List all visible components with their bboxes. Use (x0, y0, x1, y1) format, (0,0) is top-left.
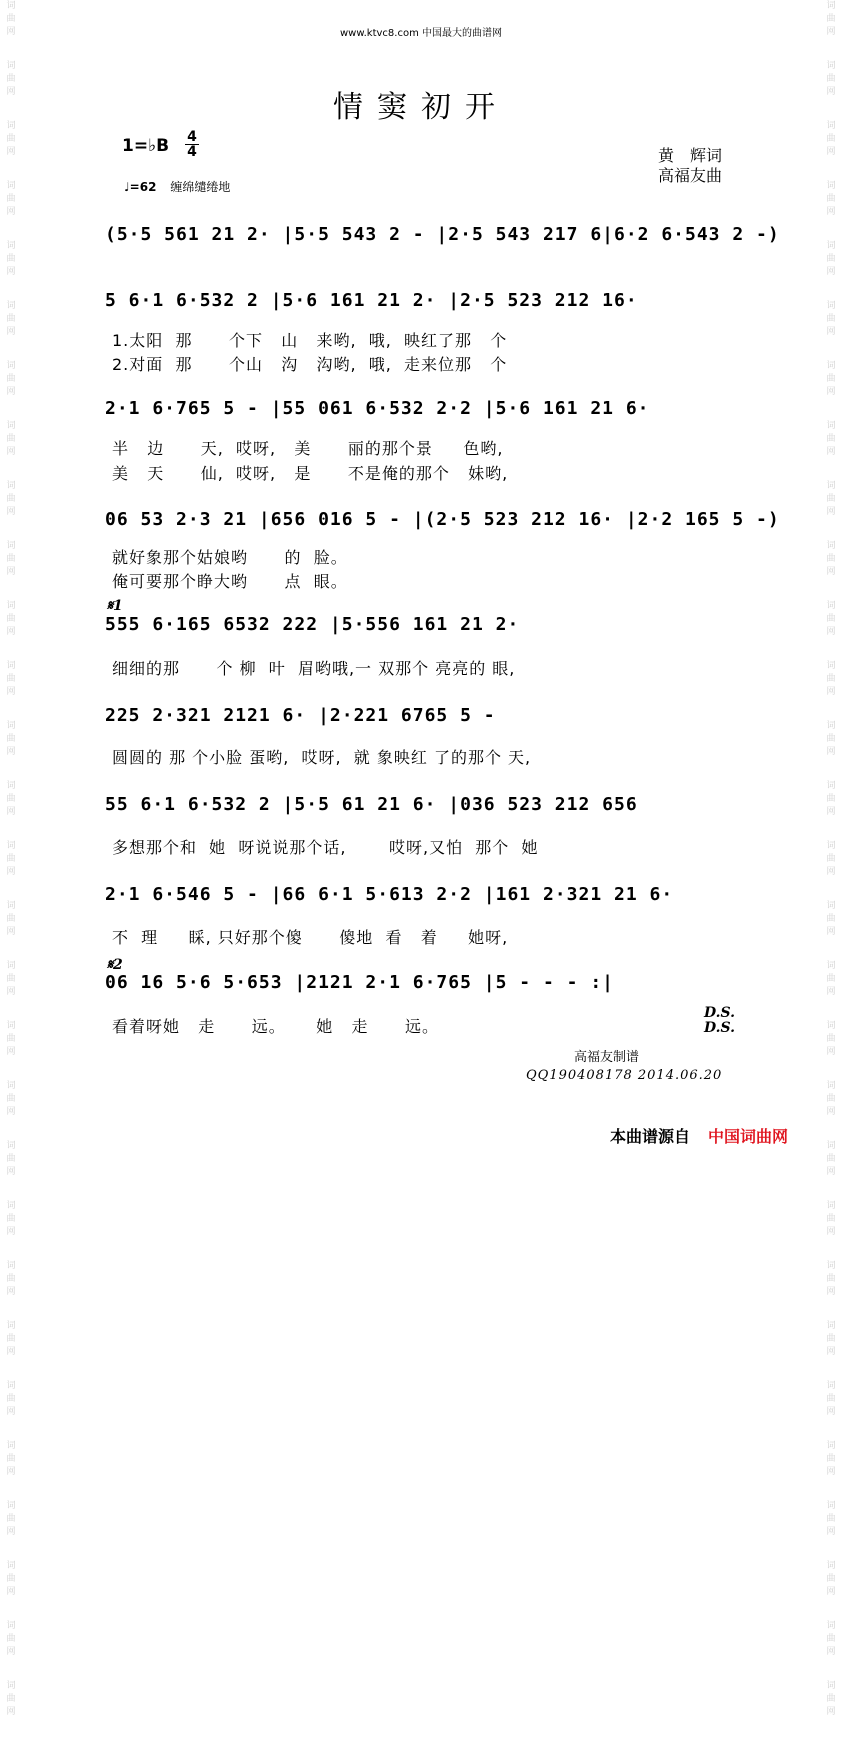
watermark-glyph: 曲 (826, 1274, 836, 1284)
watermark-glyph: 网 (826, 1287, 836, 1297)
watermark-glyph: 词 (826, 1081, 836, 1091)
watermark-glyph: 网 (826, 267, 836, 277)
watermark-gap (822, 1359, 840, 1380)
watermark-glyph: 网 (6, 507, 16, 517)
watermark-glyph: 词 (826, 421, 836, 431)
watermark-glyph: 网 (826, 387, 836, 397)
watermark-glyph: 网 (826, 1407, 836, 1417)
watermark-glyph: 词 (6, 481, 16, 491)
watermark-glyph: 曲 (6, 1694, 16, 1704)
notation-row-1 (105, 224, 780, 252)
watermark-gap (822, 1719, 840, 1740)
lyric-line: 细细的那 个 柳 叶 眉哟哦,一 双那个 亮亮的 眼, (112, 659, 516, 678)
watermark-gap (822, 1119, 840, 1140)
watermark-gap (2, 999, 20, 1020)
watermark-glyph: 词 (6, 1261, 16, 1271)
watermark-glyph: 网 (6, 807, 16, 817)
watermark-glyph: 词 (6, 661, 16, 671)
watermark-glyph: 网 (826, 747, 836, 757)
watermark-glyph: 曲 (6, 14, 16, 24)
time-signature-bottom: 4 (187, 144, 197, 160)
watermark-gap (2, 1719, 20, 1740)
watermark-glyph: 网 (826, 867, 836, 877)
watermark-gap (822, 219, 840, 240)
watermark-glyph: 曲 (6, 1214, 16, 1224)
watermark-gap (2, 1239, 20, 1260)
watermark-glyph: 网 (6, 927, 16, 937)
watermark-glyph: 网 (826, 327, 836, 337)
watermark-glyph: 词 (826, 1201, 836, 1211)
source-label: 本曲谱源自 (610, 1127, 691, 1146)
watermark-glyph: 词 (6, 1, 16, 11)
lyric-line: 半 边 天, 哎呀, 美 丽的那个景 色哟, (112, 439, 504, 458)
watermark-glyph: 网 (6, 1347, 16, 1357)
watermark-glyph: 网 (826, 147, 836, 157)
time-signature (185, 130, 199, 159)
watermark-glyph: 网 (826, 87, 836, 97)
watermark-gap (822, 1419, 840, 1440)
watermark-glyph: 词 (826, 1441, 836, 1451)
watermark-glyph: 曲 (826, 254, 836, 264)
watermark-glyph: 网 (826, 987, 836, 997)
song-title: 情窦初开 (333, 90, 509, 125)
watermark-glyph: 网 (826, 27, 836, 37)
watermark-glyph: 曲 (6, 614, 16, 624)
watermark-glyph: 曲 (826, 14, 836, 24)
watermark-glyph: 词 (6, 181, 16, 191)
watermark-gap (2, 339, 20, 360)
watermark-glyph: 网 (6, 1407, 16, 1417)
watermark-glyph: 词 (826, 661, 836, 671)
watermark-glyph: 曲 (6, 1094, 16, 1104)
watermark-glyph: 曲 (826, 974, 836, 984)
watermark-glyph: 网 (6, 447, 16, 457)
watermark-glyph: 词 (6, 1501, 16, 1511)
watermark-glyph: 词 (6, 601, 16, 611)
lyric-line: 不 理 睬, 只好那个傻 傻地 看 着 她呀, (112, 928, 509, 947)
watermark-glyph: 曲 (826, 1214, 836, 1224)
watermark-glyph: 网 (6, 747, 16, 757)
watermark-gap (822, 999, 840, 1020)
ds-mark: D.S. (704, 1020, 736, 1036)
site-header[interactable]: www.ktvc8.com 中国最大的曲谱网 (339, 28, 502, 39)
watermark-glyph: 词 (826, 841, 836, 851)
watermark-glyph: 曲 (826, 1634, 836, 1644)
watermark-glyph: 网 (826, 1047, 836, 1057)
watermark-glyph: 网 (826, 1587, 836, 1597)
watermark-gap (2, 1119, 20, 1140)
watermark-glyph: 词 (6, 1321, 16, 1331)
watermark-glyph: 词 (6, 1141, 16, 1151)
watermark-gap (2, 939, 20, 960)
watermark-glyph: 词 (826, 1, 836, 11)
watermark-glyph: 词 (6, 1441, 16, 1451)
watermark-glyph: 词 (6, 841, 16, 851)
notation-row-4 (105, 509, 780, 537)
watermark-glyph: 曲 (6, 1034, 16, 1044)
watermark-gap (822, 879, 840, 900)
watermark-glyph: 词 (826, 541, 836, 551)
notation-row-7 (105, 794, 745, 822)
segno-1: 𝄋1 (107, 598, 123, 614)
watermark-glyph: 网 (6, 867, 16, 877)
tempo-line (124, 178, 230, 195)
watermark-glyph: 网 (6, 87, 16, 97)
watermark-glyph: 曲 (6, 1154, 16, 1164)
watermark-gap (2, 279, 20, 300)
credits (658, 146, 722, 186)
notation-row-6 (105, 705, 745, 733)
watermark-gap (2, 819, 20, 840)
watermark-gap (822, 1659, 840, 1680)
watermark-glyph: 曲 (826, 314, 836, 324)
watermark-glyph: 词 (6, 1201, 16, 1211)
watermark-glyph: 网 (826, 687, 836, 697)
watermark-glyph: 词 (826, 1021, 836, 1031)
watermark-gap (822, 159, 840, 180)
watermark-glyph: 曲 (6, 734, 16, 744)
watermark-glyph: 词 (826, 121, 836, 131)
watermark-glyph: 网 (826, 1647, 836, 1657)
lyric-line: 圆圆的 那 个小脸 蛋哟, 哎呀, 就 象映红 了的那个 天, (112, 748, 532, 767)
watermark-gap (2, 159, 20, 180)
watermark-glyph: 词 (826, 1681, 836, 1691)
watermark-glyph: 曲 (826, 1154, 836, 1164)
watermark-gap (2, 1659, 20, 1680)
watermark-gap (822, 1239, 840, 1260)
watermark-gap (822, 1299, 840, 1320)
watermark-glyph: 曲 (6, 134, 16, 144)
watermark-glyph: 网 (826, 1707, 836, 1717)
watermark-glyph: 网 (6, 27, 16, 37)
watermark-glyph: 曲 (6, 1394, 16, 1404)
watermark-glyph: 词 (6, 781, 16, 791)
notes: 06 16 5·6 5·653 |2121 2·1 6·765 |5 - - - :| (105, 972, 614, 993)
segno-2: 𝄋2 (107, 957, 123, 973)
watermark-gap (2, 399, 20, 420)
watermark-glyph: 曲 (826, 134, 836, 144)
notes: 225 2·321 2121 6· |2·221 6765 5 - (105, 705, 496, 726)
watermark-glyph: 词 (826, 1261, 836, 1271)
watermark-gap (822, 1179, 840, 1200)
time-signature-top: 4 (185, 130, 199, 145)
lyric-line: 就好象那个姑娘哟 的 脸。 (112, 548, 348, 567)
watermark-glyph: 网 (826, 1227, 836, 1237)
notes: 06 53 2·3 21 |656 016 5 - |(2·5 523 212 16· |2·2 165 5 -) (105, 509, 780, 530)
watermark-gap (2, 219, 20, 240)
watermark-glyph: 曲 (6, 194, 16, 204)
watermark-gap (822, 1599, 840, 1620)
watermark-glyph: 曲 (826, 1454, 836, 1464)
watermark-glyph: 词 (6, 1621, 16, 1631)
watermark-glyph: 网 (6, 147, 16, 157)
notes: (5·5 561 21 2· |5·5 543 2 - |2·5 543 217 6|6·2 6·543 2 -) (105, 224, 780, 245)
notation-row-5 (105, 614, 745, 642)
watermark-glyph: 词 (6, 361, 16, 371)
watermark-gap (822, 339, 840, 360)
watermark-glyph: 词 (6, 1021, 16, 1031)
score-maker: 高福友制谱 (574, 1050, 640, 1065)
lyric-line: 2.对面 那 个山 沟 沟哟, 哦, 走来位那 个 (112, 355, 508, 374)
watermark-glyph: 网 (6, 1527, 16, 1537)
watermark-gap (2, 1539, 20, 1560)
watermark-glyph: 词 (826, 1621, 836, 1631)
watermark-glyph: 词 (826, 961, 836, 971)
watermark-glyph: 曲 (6, 1274, 16, 1284)
source-site-link[interactable]: 中国词曲网 (708, 1127, 789, 1146)
watermark-glyph: 曲 (6, 1514, 16, 1524)
notes: 2·1 6·765 5 - |55 061 6·532 2·2 |5·6 161 21 6· (105, 398, 650, 419)
watermark-glyph: 词 (826, 241, 836, 251)
watermark-glyph: 曲 (826, 1514, 836, 1524)
watermark-left (2, 0, 20, 1740)
watermark-glyph: 曲 (826, 434, 836, 444)
watermark-glyph: 曲 (826, 554, 836, 564)
notation-row-8 (105, 884, 745, 912)
watermark-glyph: 词 (826, 61, 836, 71)
watermark-glyph: 网 (6, 1167, 16, 1177)
watermark-glyph: 网 (826, 1527, 836, 1537)
watermark-right (822, 0, 840, 1740)
watermark-glyph: 曲 (826, 1394, 836, 1404)
watermark-glyph: 网 (6, 1707, 16, 1717)
watermark-gap (2, 1599, 20, 1620)
watermark-glyph: 网 (826, 807, 836, 817)
watermark-glyph: 词 (6, 121, 16, 131)
watermark-glyph: 网 (6, 327, 16, 337)
notation-row-3 (105, 398, 745, 426)
watermark-glyph: 曲 (826, 74, 836, 84)
watermark-glyph: 词 (6, 1681, 16, 1691)
tempo-mark: ♩=62 (124, 180, 157, 194)
watermark-gap (2, 699, 20, 720)
watermark-glyph: 词 (826, 901, 836, 911)
watermark-gap (2, 1479, 20, 1500)
watermark-glyph: 网 (6, 1287, 16, 1297)
watermark-glyph: 词 (826, 601, 836, 611)
watermark-glyph: 曲 (826, 734, 836, 744)
watermark-glyph: 词 (826, 1561, 836, 1571)
watermark-glyph: 词 (826, 721, 836, 731)
watermark-gap (822, 819, 840, 840)
watermark-glyph: 曲 (6, 794, 16, 804)
watermark-glyph: 曲 (6, 374, 16, 384)
watermark-gap (822, 459, 840, 480)
watermark-glyph: 网 (826, 447, 836, 457)
notes: 555 6·165 6532 222 |5·556 161 21 2· (105, 614, 520, 635)
watermark-glyph: 曲 (6, 554, 16, 564)
watermark-glyph: 词 (826, 301, 836, 311)
watermark-gap (2, 39, 20, 60)
watermark-glyph: 曲 (826, 674, 836, 684)
watermark-gap (822, 519, 840, 540)
watermark-glyph: 曲 (6, 1574, 16, 1584)
watermark-glyph: 词 (826, 1501, 836, 1511)
watermark-glyph: 曲 (6, 1634, 16, 1644)
watermark-glyph: 词 (6, 721, 16, 731)
watermark-glyph: 曲 (826, 1034, 836, 1044)
watermark-glyph: 曲 (826, 1694, 836, 1704)
watermark-glyph: 网 (6, 1227, 16, 1237)
watermark-gap (2, 579, 20, 600)
watermark-glyph: 曲 (6, 1454, 16, 1464)
watermark-glyph: 词 (6, 1081, 16, 1091)
watermark-glyph: 网 (6, 387, 16, 397)
watermark-glyph: 曲 (6, 674, 16, 684)
watermark-gap (2, 459, 20, 480)
key-signature: 1=♭B (122, 136, 170, 156)
watermark-gap (2, 1179, 20, 1200)
watermark-glyph: 网 (6, 267, 16, 277)
lyric-line: 看着呀她 走 远。 她 走 远。 (112, 1017, 439, 1036)
watermark-glyph: 曲 (826, 494, 836, 504)
composer: 高福友曲 (658, 166, 723, 185)
watermark-glyph: 曲 (826, 1334, 836, 1344)
watermark-glyph: 词 (6, 1381, 16, 1391)
watermark-glyph: 网 (826, 1107, 836, 1117)
watermark-glyph: 词 (6, 61, 16, 71)
watermark-gap (2, 759, 20, 780)
watermark-glyph: 词 (826, 481, 836, 491)
watermark-glyph: 网 (826, 1347, 836, 1357)
watermark-glyph: 网 (6, 1647, 16, 1657)
watermark-glyph: 曲 (826, 794, 836, 804)
watermark-glyph: 网 (6, 1047, 16, 1057)
watermark-glyph: 词 (6, 541, 16, 551)
notation-row-2 (105, 290, 745, 318)
watermark-glyph: 曲 (826, 614, 836, 624)
watermark-glyph: 词 (826, 181, 836, 191)
watermark-glyph: 曲 (826, 1574, 836, 1584)
watermark-glyph: 网 (6, 567, 16, 577)
watermark-glyph: 网 (826, 1467, 836, 1477)
watermark-glyph: 网 (6, 987, 16, 997)
watermark-glyph: 词 (6, 241, 16, 251)
watermark-glyph: 曲 (6, 854, 16, 864)
watermark-glyph: 曲 (6, 314, 16, 324)
notation-row-9 (105, 972, 745, 1000)
watermark-glyph: 网 (826, 507, 836, 517)
watermark-glyph: 词 (6, 1561, 16, 1571)
watermark-glyph: 网 (826, 1167, 836, 1177)
watermark-glyph: 曲 (6, 254, 16, 264)
watermark-glyph: 网 (6, 207, 16, 217)
watermark-gap (822, 579, 840, 600)
watermark-glyph: 网 (6, 1467, 16, 1477)
watermark-glyph: 词 (6, 421, 16, 431)
lyric-line: 俺可要那个睁大哟 点 眼。 (112, 572, 348, 591)
watermark-glyph: 曲 (6, 1334, 16, 1344)
watermark-gap (822, 39, 840, 60)
watermark-gap (822, 759, 840, 780)
watermark-gap (2, 1059, 20, 1080)
watermark-gap (2, 879, 20, 900)
notes: 2·1 6·546 5 - |66 6·1 5·613 2·2 |161 2·321 21 6· (105, 884, 674, 905)
watermark-gap (2, 1299, 20, 1320)
watermark-glyph: 曲 (6, 494, 16, 504)
watermark-glyph: 词 (826, 781, 836, 791)
watermark-glyph: 网 (826, 567, 836, 577)
watermark-glyph: 曲 (826, 194, 836, 204)
watermark-glyph: 网 (6, 1107, 16, 1117)
watermark-glyph: 网 (6, 1587, 16, 1597)
expression-mark: 缠绵缱绻地 (170, 180, 231, 194)
watermark-gap (2, 1419, 20, 1440)
watermark-gap (822, 1479, 840, 1500)
watermark-glyph: 词 (826, 1381, 836, 1391)
watermark-gap (2, 1359, 20, 1380)
watermark-gap (822, 939, 840, 960)
lyric-line: 1.太阳 那 个下 山 来哟, 哦, 映红了那 个 (112, 331, 508, 350)
watermark-gap (822, 699, 840, 720)
watermark-glyph: 词 (6, 901, 16, 911)
watermark-glyph: 词 (826, 361, 836, 371)
lyric-line: 多想那个和 她 呀说说那个话, 哎呀,又怕 那个 她 (112, 838, 539, 857)
watermark-glyph: 网 (826, 927, 836, 937)
watermark-glyph: 网 (6, 627, 16, 637)
watermark-glyph: 曲 (6, 434, 16, 444)
dal-segno-marks (704, 1006, 735, 1036)
ds-mark: D.S. (704, 1005, 736, 1021)
watermark-glyph: 词 (826, 1141, 836, 1151)
watermark-glyph: 网 (826, 207, 836, 217)
watermark-glyph: 曲 (826, 914, 836, 924)
watermark-glyph: 曲 (6, 974, 16, 984)
notes: 5 6·1 6·532 2 |5·6 161 21 2· |2·5 523 212 16· (105, 290, 638, 311)
watermark-glyph: 词 (826, 1321, 836, 1331)
watermark-glyph: 词 (6, 301, 16, 311)
watermark-glyph: 曲 (6, 74, 16, 84)
watermark-glyph: 曲 (826, 1094, 836, 1104)
source-credit (610, 1124, 788, 1147)
watermark-glyph: 曲 (826, 854, 836, 864)
watermark-gap (822, 1059, 840, 1080)
watermark-glyph: 词 (6, 961, 16, 971)
watermark-gap (2, 639, 20, 660)
notes: 55 6·1 6·532 2 |5·5 61 21 6· |036 523 212 656 (105, 794, 638, 815)
watermark-gap (2, 519, 20, 540)
watermark-glyph: 曲 (6, 914, 16, 924)
watermark-gap (822, 399, 840, 420)
watermark-gap (822, 639, 840, 660)
watermark-glyph: 曲 (826, 374, 836, 384)
lyricist: 黄 辉词 (658, 146, 723, 165)
watermark-glyph: 网 (6, 687, 16, 697)
contact-line: QQ190408178 2014.06.20 (526, 1068, 723, 1083)
lyric-line: 美 天 仙, 哎呀, 是 不是俺的那个 妹哟, (112, 464, 509, 483)
watermark-glyph: 网 (826, 627, 836, 637)
watermark-gap (822, 1539, 840, 1560)
watermark-gap (822, 279, 840, 300)
